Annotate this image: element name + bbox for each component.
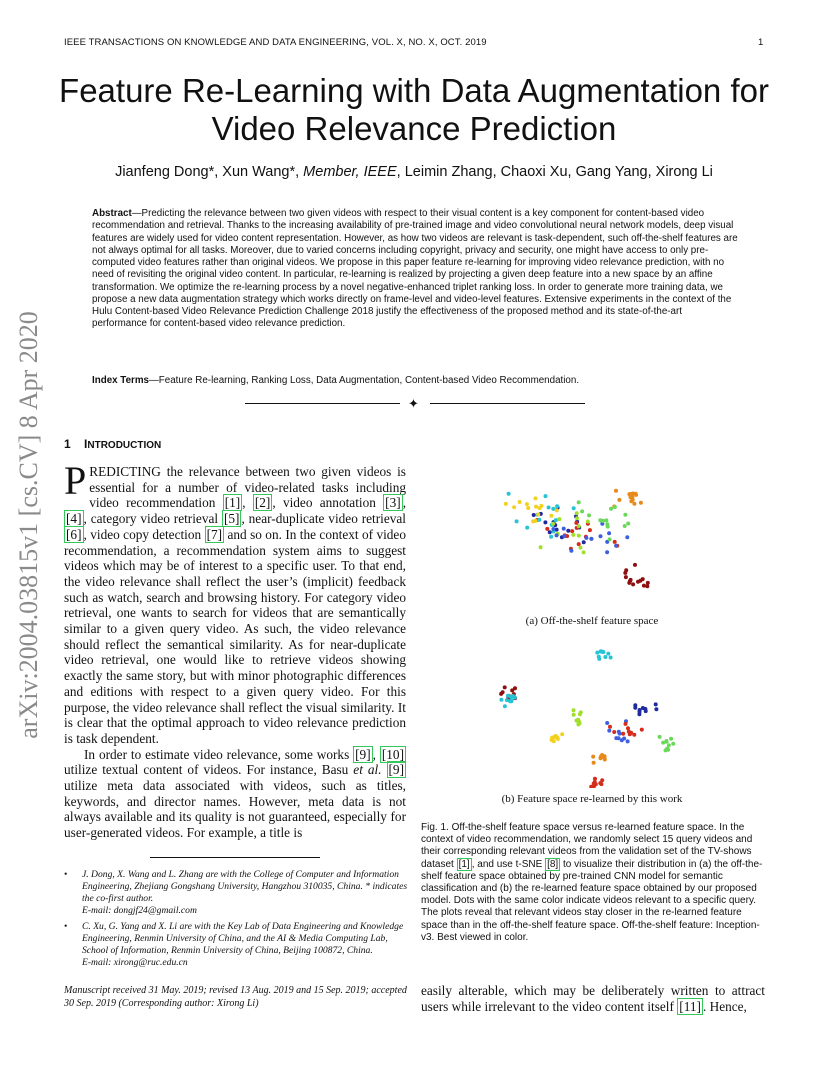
scatter-point bbox=[536, 513, 540, 517]
text-run: , video annotation bbox=[272, 495, 384, 511]
text-run: , and use t-SNE bbox=[471, 858, 546, 870]
scatter-point bbox=[607, 531, 611, 535]
paragraph bbox=[64, 458, 407, 747]
title-line-1: Feature Re-Learning with Data Augmentation for bbox=[59, 72, 769, 109]
opening-word: REDICTING bbox=[89, 464, 161, 479]
scatter-point bbox=[560, 732, 564, 736]
arxiv-stamp bbox=[6, 290, 52, 760]
citation-link[interactable]: [4] bbox=[66, 511, 82, 527]
section-divider bbox=[245, 398, 585, 410]
author-list bbox=[40, 164, 788, 180]
scatter-point bbox=[577, 524, 581, 528]
scatter-point bbox=[501, 690, 505, 694]
scatter-point bbox=[598, 518, 602, 522]
scatter-point bbox=[577, 534, 581, 538]
scatter-point bbox=[626, 726, 630, 730]
scatter-point bbox=[574, 521, 578, 525]
text-run: utilize meta data associated with videos, such as titles, keywords, and director names. However, meta data is not always available and its quality is not guaranteed, especially for user-generated videos. For example, a title is bbox=[64, 778, 406, 841]
scatter-point bbox=[626, 739, 630, 743]
scatter-point bbox=[654, 707, 658, 711]
scatter-point bbox=[512, 505, 516, 509]
scatter-point bbox=[603, 655, 607, 659]
scatter-point bbox=[607, 729, 611, 733]
text-run: , category video retrieval bbox=[83, 511, 222, 527]
scatter-point bbox=[625, 535, 629, 539]
scatter-point bbox=[555, 508, 559, 512]
citation-link[interactable]: [6] bbox=[66, 526, 82, 542]
section-heading bbox=[64, 437, 161, 451]
scatter-point bbox=[633, 563, 637, 567]
scatter-point bbox=[620, 738, 624, 742]
scatter-point bbox=[629, 499, 633, 503]
scatter-point bbox=[570, 529, 574, 533]
scatter-point bbox=[597, 657, 601, 661]
index-terms bbox=[92, 375, 738, 386]
citation-link[interactable]: [7] bbox=[206, 526, 223, 542]
bullet-icon: • bbox=[64, 921, 68, 932]
scatter-point bbox=[614, 544, 618, 548]
text-run: Fig. 1. Off-the-shelf feature space versus re-learned feature space. In the context of video recommendation, we randomly select 15 query videos and their corresponding relevant videos from the validation set of the TV-shows dataset bbox=[421, 822, 753, 870]
scatter-point bbox=[606, 525, 610, 529]
scatter-point bbox=[544, 494, 548, 498]
citation-link[interactable]: [1] bbox=[224, 495, 241, 511]
scatter-point bbox=[538, 506, 542, 510]
section-title-rest: NTRODUCTION bbox=[87, 440, 162, 451]
title-line-2: Video Relevance Prediction bbox=[211, 110, 617, 147]
scatter-point bbox=[575, 516, 579, 520]
scatter-point bbox=[617, 730, 621, 734]
text-run: the relevance between two given videos is essential for a number of video-related tasks including video recommendation bbox=[89, 464, 406, 511]
scatter-point bbox=[562, 534, 566, 538]
scatter-point bbox=[642, 584, 646, 588]
scatter-point bbox=[543, 520, 547, 524]
scatter-point bbox=[534, 505, 538, 509]
scatter-point bbox=[646, 581, 650, 585]
scatter-point bbox=[505, 698, 509, 702]
text-run: , bbox=[402, 495, 407, 511]
citation-link[interactable]: [11] bbox=[679, 998, 701, 1014]
scatter-point bbox=[576, 718, 580, 722]
scatter-point bbox=[551, 507, 555, 511]
footnote-item bbox=[64, 921, 408, 969]
scatter-point bbox=[613, 505, 617, 509]
abstract-text: —Predicting the relevance between two given videos with respect to their visual content is a key component for content-based video recommendation and retrieval. Thanks to the increasing availability of pre-trained image and video convolutional neural network models, deep visual features are widely used for video content representation. However, as how two videos are relevant is task-dependent, such off-the-shelf features are not always optimal for all tasks. Moreover, due to varied concerns including copyright, privacy and security, one might have access to only pre-computed video features rather than original videos. We propose in this paper feature re-learning for improving video relevance prediction, with no need of revisiting the original video content. In particular, re-learning is realized by projecting a given deep feature into a new space by an affine transformation. We optimize the re-learning process by a novel negative-enhanced triplet ranking loss. In order to generate more training data, we propose a new data augmentation strategy which works directly on frame-level and video-level features. Extensive experiments in the context of the Hulu Content-based Video Relevance Prediction Challenge 2018 justify the effectiveness of the proposed method and its state-of-the-art performance for content-based video relevance prediction. bbox=[92, 208, 738, 330]
citation-link[interactable]: [8] bbox=[547, 858, 559, 870]
scatter-point bbox=[606, 652, 610, 656]
citation-link[interactable]: [1] bbox=[458, 858, 470, 870]
divider-star-icon: ✦ bbox=[408, 396, 419, 411]
scatter-point bbox=[503, 685, 507, 689]
index-terms-text: —Feature Re-learning, Ranking Loss, Data Augmentation, Content-based Video Recommendation. bbox=[149, 375, 580, 386]
scatter-point bbox=[499, 698, 503, 702]
scatter-point bbox=[550, 736, 554, 740]
scatter-point bbox=[578, 712, 582, 716]
arxiv-id: arXiv:2004.03815v1 [cs.CV] 8 Apr 2020 bbox=[14, 311, 43, 739]
scatter-point bbox=[549, 535, 553, 539]
scatter-point bbox=[600, 753, 604, 757]
scatter-point bbox=[623, 524, 627, 528]
scatter-point bbox=[572, 506, 576, 510]
manuscript-note: Manuscript received 31 May. 2019; revised 13 Aug. 2019 and 15 Sep. 2019; accepted 30 Sep. 2019 (Corresponding author: Xirong Li) bbox=[64, 985, 407, 1009]
scatter-point bbox=[575, 511, 579, 515]
scatter-point bbox=[617, 498, 621, 502]
scatter-point bbox=[592, 782, 596, 786]
scatter-point bbox=[614, 489, 618, 493]
scatter-point bbox=[586, 520, 590, 524]
tsne-plot-off-the-shelf bbox=[486, 478, 696, 608]
citation-link[interactable]: [9] bbox=[388, 762, 405, 778]
subcaption-a: (a) Off-the-shelf feature space bbox=[525, 615, 659, 627]
scatter-point bbox=[599, 534, 603, 538]
scatter-point bbox=[640, 728, 644, 732]
text-run: , video copy detection bbox=[83, 526, 205, 542]
scatter-point bbox=[629, 731, 633, 735]
scatter-point bbox=[515, 519, 519, 523]
scatter-point bbox=[643, 707, 647, 711]
scatter-point bbox=[638, 710, 642, 714]
footnote-email: E-mail: xirong@ruc.edu.cn bbox=[82, 957, 188, 968]
footnote-rule bbox=[150, 857, 320, 858]
scatter-point bbox=[654, 702, 658, 706]
scatter-point bbox=[582, 540, 586, 544]
footnote-email: E-mail: dongjf24@gmail.com bbox=[82, 905, 197, 916]
text-run: to visualize their distribution in (a) the off-the-shelf feature space obtained by pre-trained CNN model for semantic classification and (b) the re-learned feature space obtained by our proposed model. Dots with the same color indicate videos relevant to a specific query. The plots reveal that relevant videos stay closer in the re-learned feature space than in the off-the-shelf feature space. Off-the-shelf feature: Inception-v3. Best viewed in color. bbox=[421, 858, 763, 943]
scatter-point bbox=[588, 528, 592, 532]
citation-link[interactable]: [9] bbox=[355, 746, 371, 762]
footnote-text: C. Xu, G. Yang and X. Li are with the Key Lab of Data Engineering and Knowledge Engineering, Renmin University of China, and the AI & Media Computing Lab, School of Information, Renmin University of China, Beijing 100872, China. bbox=[82, 921, 404, 956]
citation-link[interactable]: [3] bbox=[385, 495, 401, 511]
scatter-point bbox=[671, 742, 675, 746]
scatter-point bbox=[621, 732, 625, 736]
scatter-point bbox=[609, 507, 613, 511]
scatter-point bbox=[645, 584, 649, 588]
scatter-point bbox=[603, 758, 607, 762]
text-run: utilize textual content of videos. For instance, Basu bbox=[64, 762, 354, 778]
text-run: . Hence, bbox=[702, 998, 747, 1014]
scatter-point bbox=[525, 526, 529, 530]
body-text-left-column bbox=[64, 458, 407, 841]
footnote-item bbox=[64, 869, 408, 917]
scatter-point bbox=[633, 706, 637, 710]
section-number: 1 bbox=[64, 437, 71, 451]
scatter-point bbox=[507, 492, 511, 496]
scatter-point bbox=[641, 577, 645, 581]
scatter-point bbox=[604, 518, 608, 522]
scatter-point bbox=[624, 722, 628, 726]
scatter-point bbox=[531, 519, 535, 523]
scatter-point bbox=[592, 761, 596, 765]
scatter-point bbox=[562, 527, 566, 531]
divider-line-left bbox=[245, 403, 400, 404]
abstract-label: Abstract bbox=[92, 208, 132, 219]
scatter-point bbox=[580, 509, 584, 513]
authors-part-1: Jianfeng Dong*, Xun Wang*, bbox=[115, 164, 304, 180]
drop-cap: P bbox=[64, 458, 87, 503]
scatter-point bbox=[591, 755, 595, 759]
text-run bbox=[382, 762, 387, 777]
subcaption-b: (b) Feature space re-learned by this work bbox=[501, 793, 683, 805]
text-run: and so on. In the context of video recommendation, a recommendation system aims to suggest videos which may be of interest to a specific user. To that end, the video relevance shall reflect the user’s (implicit) feedback such as watch, search and browsing history. For category video retrieval, one wants to search for videos that are semantically similar to a given query video. As such, the video relevance should reflect the semantical similarity. As for near-duplicate video retrieval, one would like to retrieve videos showing exactly the same story, but with minor photographic differences and editions with respect to a given query video. For this purpose, the video relevance shall reflect the visual similarity. It is clear that the optimal approach to video relevance prediction is task dependent. bbox=[64, 526, 406, 746]
divider-line-right bbox=[430, 403, 585, 404]
scatter-point bbox=[587, 513, 591, 517]
scatter-point bbox=[669, 737, 673, 741]
index-terms-label: Index Terms bbox=[92, 375, 149, 386]
tsne-plot-re-learned bbox=[486, 638, 696, 788]
scatter-point bbox=[609, 656, 613, 660]
scatter-point bbox=[572, 713, 576, 717]
scatter-point bbox=[639, 501, 643, 505]
section-first-letter: I bbox=[84, 437, 88, 451]
scatter-point bbox=[626, 522, 630, 526]
paragraph bbox=[64, 747, 406, 841]
scatter-point bbox=[557, 517, 561, 521]
scatter-point bbox=[576, 722, 580, 726]
scatter-point bbox=[605, 550, 609, 554]
authors-membership: Member, IEEE bbox=[303, 164, 397, 180]
scatter-point bbox=[525, 502, 529, 506]
scatter-point bbox=[629, 495, 633, 499]
scatter-point bbox=[569, 549, 573, 553]
scatter-point bbox=[504, 502, 508, 506]
scatter-point bbox=[539, 545, 543, 549]
citation-link[interactable]: [10] bbox=[381, 746, 404, 762]
scatter-point bbox=[628, 579, 632, 583]
scatter-point bbox=[551, 522, 555, 526]
bullet-icon: • bbox=[64, 869, 68, 880]
scatter-point bbox=[571, 533, 575, 537]
et-al: et al. bbox=[353, 762, 382, 778]
scatter-point bbox=[518, 500, 522, 504]
page-number: 1 bbox=[758, 37, 764, 48]
scatter-point bbox=[526, 506, 530, 510]
text-run: , near-duplicate video retrieval bbox=[241, 511, 406, 527]
paper-title bbox=[40, 72, 788, 148]
scatter-point bbox=[579, 546, 583, 550]
scatter-point bbox=[577, 542, 581, 546]
scatter-point bbox=[545, 527, 549, 531]
scatter-point bbox=[503, 704, 507, 708]
scatter-point bbox=[554, 518, 558, 522]
scatter-point bbox=[634, 492, 638, 496]
scatter-point bbox=[665, 747, 669, 751]
scatter-point bbox=[612, 730, 616, 734]
citation-link[interactable]: [2] bbox=[254, 495, 271, 511]
body-text-right-column bbox=[421, 983, 765, 1014]
scatter-point bbox=[608, 725, 612, 729]
scatter-point bbox=[534, 496, 538, 500]
text-run: In order to estimate video relevance, some works bbox=[84, 746, 354, 762]
scatter-point bbox=[623, 513, 627, 517]
scatter-point bbox=[624, 575, 628, 579]
abstract bbox=[92, 208, 738, 331]
text-run: , bbox=[372, 746, 380, 762]
scatter-point bbox=[661, 741, 665, 745]
scatter-point bbox=[577, 500, 581, 504]
scatter-point bbox=[513, 686, 517, 690]
scatter-point bbox=[605, 721, 609, 725]
scatter-point bbox=[613, 540, 617, 544]
scatter-point bbox=[555, 504, 559, 508]
footnote-text: J. Dong, X. Wang and L. Zhang are with the College of Computer and Information Engineering, Zhejiang Gongshang University, Hangzhou 310035, China. * indicates the co-first author. bbox=[82, 869, 408, 904]
scatter-point bbox=[584, 536, 588, 540]
scatter-point bbox=[658, 735, 662, 739]
scatter-point bbox=[599, 782, 603, 786]
scatter-point bbox=[555, 533, 559, 537]
scatter-point bbox=[624, 568, 628, 572]
scatter-point bbox=[595, 651, 599, 655]
scatter-point bbox=[548, 530, 552, 534]
text-run: , bbox=[242, 495, 253, 511]
scatter-point bbox=[590, 537, 594, 541]
scatter-point bbox=[532, 513, 536, 517]
scatter-point bbox=[509, 695, 513, 699]
scatter-point bbox=[582, 550, 586, 554]
scatter-point bbox=[631, 582, 635, 586]
scatter-point bbox=[510, 698, 514, 702]
scatter-point bbox=[608, 537, 612, 541]
text-run: easily alterable, which may be deliberately written to attract users while irrelevant to the video content itself bbox=[421, 983, 765, 1014]
affiliation-footnotes bbox=[64, 869, 408, 973]
scatter-point bbox=[614, 736, 618, 740]
scatter-point bbox=[572, 708, 576, 712]
citation-link[interactable]: [5] bbox=[223, 511, 240, 527]
authors-part-2: , Leimin Zhang, Chaoxi Xu, Gang Yang, Xirong Li bbox=[396, 164, 713, 180]
scatter-point bbox=[551, 527, 555, 531]
scatter-point bbox=[537, 518, 541, 522]
figure-caption bbox=[421, 822, 765, 944]
scatter-point bbox=[593, 777, 597, 781]
scatter-point bbox=[547, 506, 551, 510]
running-header: IEEE TRANSACTIONS ON KNOWLEDGE AND DATA ENGINEERING, VOL. X, NO. X, OCT. 2019 bbox=[64, 37, 487, 48]
scatter-point bbox=[549, 514, 553, 518]
scatter-point bbox=[566, 529, 570, 533]
scatter-point bbox=[600, 650, 604, 654]
